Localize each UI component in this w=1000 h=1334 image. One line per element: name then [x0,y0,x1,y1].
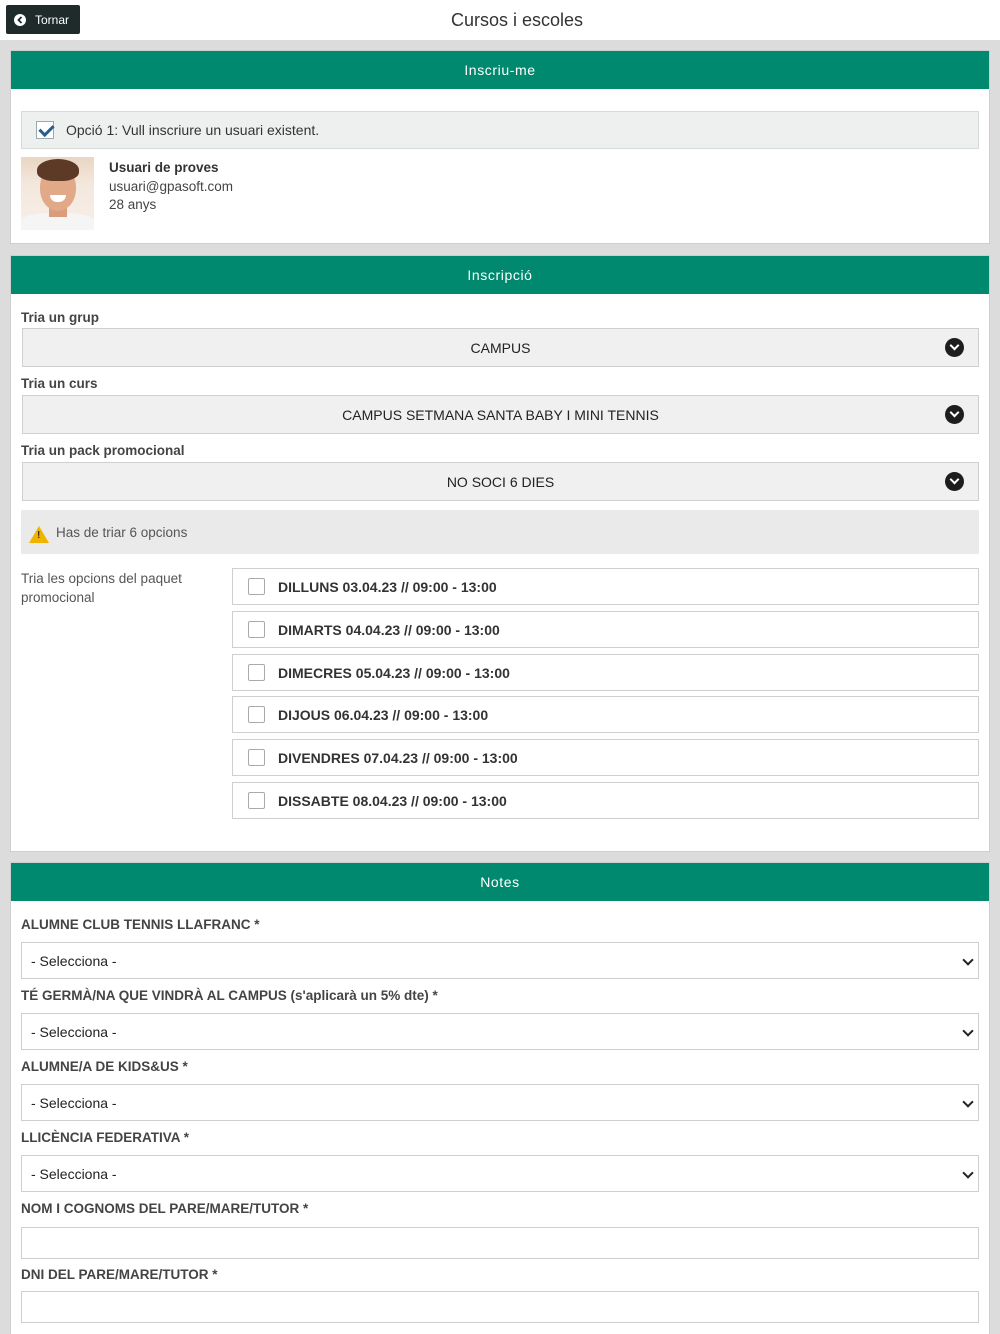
group-value: CAMPUS [470,339,531,356]
note-select-value: - Selecciona - [31,1094,117,1111]
enroll-panel [10,50,990,244]
pack-value: NO SOCI 6 DIES [446,473,555,490]
option-checkbox[interactable] [248,621,265,638]
course-value: CAMPUS SETMANA SANTA BABY I MINI TENNIS [342,406,659,423]
user-email: usuari@gpasoft.com [109,178,234,194]
inscription-panel-title: Inscripció [11,256,989,294]
notes-panel [10,862,990,1334]
pack-option-label: DIJOUS 06.04.23 // 09:00 - 13:00 [278,706,489,723]
user-name: Usuari de proves [109,160,219,175]
pack-option-label: DIMARTS 04.04.23 // 09:00 - 13:00 [278,621,500,638]
pack-label: Tria un pack promocional [21,443,185,458]
option-checkbox[interactable] [248,578,265,595]
option-label: Opció 1: Vull inscriure un usuari existent. [66,122,320,138]
option-checkbox[interactable] [248,749,265,766]
group-select[interactable] [22,328,979,367]
option-checkbox[interactable] [248,792,265,809]
chevron-down-icon [962,1096,973,1107]
pack-option-label: DILLUNS 03.04.23 // 09:00 - 13:00 [278,578,497,595]
note-label: NOM I COGNOMS DEL PARE/MARE/TUTOR * [21,1201,309,1216]
pack-option[interactable] [232,654,979,691]
user-info [109,159,233,215]
chevron-down-icon [962,1167,973,1178]
existing-user-option[interactable] [21,111,979,149]
pack-options-label: Tria les opcions del paquet promocional [21,571,182,605]
note-select-value: - Selecciona - [31,952,117,969]
warning-text: Has de triar 6 opcions [56,524,188,540]
option-checkbox[interactable] [248,664,265,681]
group-label: Tria un grup [21,310,100,325]
pack-option[interactable] [232,568,979,605]
pack-option[interactable] [232,739,979,776]
chevron-down-icon [962,1025,973,1036]
notes-panel-title: Notes [11,863,989,901]
note-select[interactable] [21,1155,979,1192]
enroll-panel-title: Inscriu-me [11,51,989,89]
course-select[interactable] [22,395,979,434]
pack-option[interactable] [232,696,979,733]
pack-option[interactable] [232,782,979,819]
back-button-label: Tornar [35,12,70,27]
warning-icon: ! [29,526,49,543]
option-checkbox[interactable] [248,706,265,723]
note-label: TÉ GERMÀ/NA QUE VINDRÀ AL CAMPUS (s'aplicarà un 5% dte) * [21,988,438,1003]
parent-dni-input[interactable] [21,1291,979,1323]
parent-name-input[interactable] [21,1227,979,1259]
note-select[interactable] [21,1013,979,1050]
note-select[interactable] [21,1084,979,1121]
note-label: LLICÈNCIA FEDERATIVA * [21,1130,189,1145]
pack-option-label: DIVENDRES 07.04.23 // 09:00 - 13:00 [278,749,518,766]
pack-option-label: DISSABTE 08.04.23 // 09:00 - 13:00 [278,792,507,809]
pack-option-label: DIMECRES 05.04.23 // 09:00 - 13:00 [278,664,510,681]
user-age: 28 anys [109,197,157,212]
note-label: DNI DEL PARE/MARE/TUTOR * [21,1267,218,1282]
note-select-value: - Selecciona - [31,1165,117,1182]
pack-option[interactable] [232,611,979,648]
page-title: Cursos i escoles [450,10,584,30]
note-select[interactable] [21,942,979,979]
chevron-down-icon [945,405,964,424]
top-bar [0,0,1000,40]
avatar [21,157,94,230]
pack-select[interactable] [22,462,979,501]
chevron-down-icon [945,338,964,357]
warning-message [21,510,979,554]
note-select-value: - Selecciona - [31,1023,117,1040]
note-label: ALUMNE CLUB TENNIS LLAFRANC * [21,917,260,932]
chevron-down-icon [945,472,964,491]
chevron-down-icon [962,954,973,965]
inscription-panel [10,255,990,852]
course-label: Tria un curs [21,376,98,391]
option-checkbox[interactable] [36,121,54,139]
note-label: ALUMNE/A DE KIDS&US * [21,1059,188,1074]
